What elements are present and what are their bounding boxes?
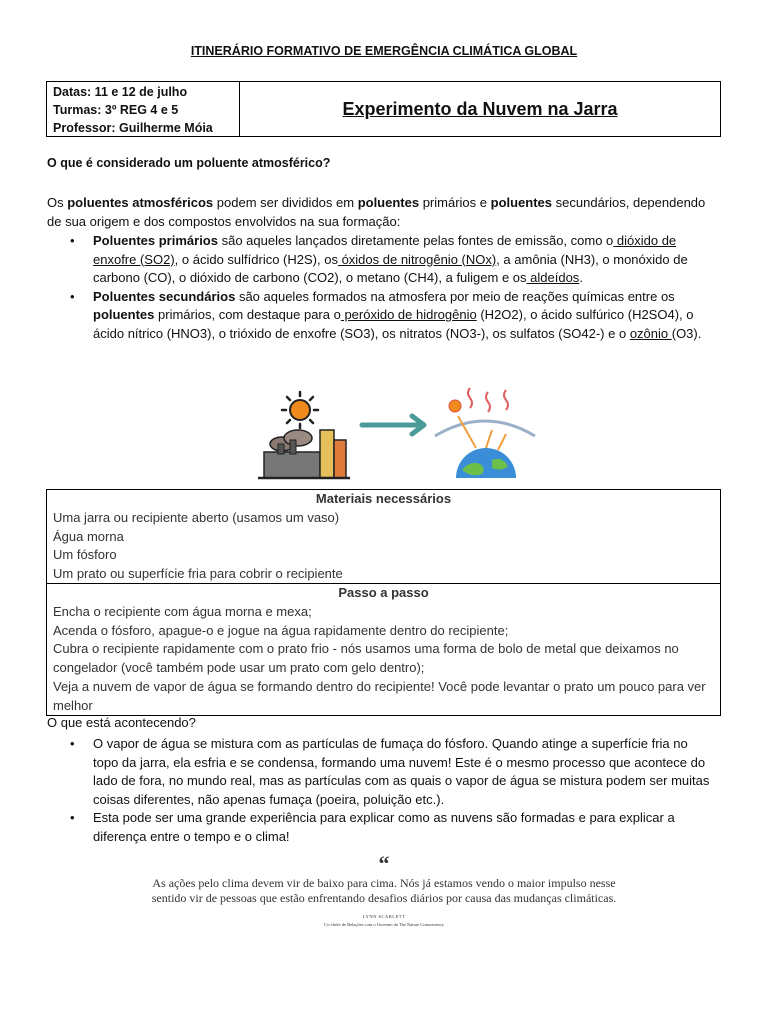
steps-heading: Passo a passo bbox=[338, 585, 429, 600]
explanation-list bbox=[70, 735, 715, 847]
list-item: • Esta pode ser uma grande experiência para explicar como as nuvens são formadas e para explicar a diferença entre o tempo e o clima! bbox=[70, 810, 675, 844]
intro-paragraph: Os poluentes atmosféricos podem ser divididos em poluentes primários e poluentes secundários, dependendo de sua origem e dos compostos envolvidos na sua formação: bbox=[47, 195, 706, 229]
greenhouse-earth-icon bbox=[435, 388, 535, 478]
quote-role: Co-chefe de Relações com o Governo da The Nature Conservancy bbox=[324, 922, 444, 927]
list-item: • O vapor de água se mistura com as partículas de fumaça do fósforo. Quando atinge a superfície fria no topo da jarra, ela esfria e se condensa, formando uma nuvem! Este é o mesmo processo que acontece do lado de fora, no mundo real, mas as partículas com as quais o vapor de água se mistura podem ser muitas coisas diferentes, não apenas fumaça (poeira, poluição etc.). bbox=[70, 736, 710, 807]
link-ozone[interactable]: ozônio bbox=[629, 325, 672, 341]
sun-icon bbox=[282, 392, 318, 428]
quote-author: LYNN SCARLETT bbox=[362, 914, 406, 919]
document-title: ITINERÁRIO FORMATIVO DE EMERGÊNCIA CLIMÁTICA GLOBAL bbox=[190, 44, 578, 58]
arrow-icon bbox=[362, 416, 424, 434]
table-row: Encha o recipiente com água morna e mexa; bbox=[53, 603, 312, 619]
bullet-icon: • bbox=[70, 736, 75, 751]
bullet-icon: • bbox=[70, 233, 75, 248]
question-what-happens: O que está acontecendo? bbox=[47, 715, 196, 730]
materials-heading: Materiais necessários bbox=[315, 491, 452, 506]
table-row: Um prato ou superfície fria para cobrir o recipiente bbox=[53, 566, 343, 582]
materials-table bbox=[46, 489, 721, 584]
header-info bbox=[47, 82, 240, 136]
header-table bbox=[46, 81, 721, 137]
pollution-illustration bbox=[230, 378, 550, 486]
table-row: Uma jarra ou recipiente aberto (usamos um vaso) bbox=[53, 509, 340, 525]
table-row: Acenda o fósforo, apague-o e jogue na água rapidamente dentro do recipiente; bbox=[53, 622, 509, 638]
table-row: Água morna bbox=[53, 528, 124, 544]
quote-text: As ações pelo clima devem vir de baixo para cima. Nós já estamos vendo o maior impulso nesse sentido vir de pessoas que estão enfrentando desafios diários por causa das mudanças climáticas. bbox=[151, 876, 617, 905]
bullet-icon: • bbox=[70, 810, 75, 826]
experiment-title: Experimento da Nuvem na Jarra bbox=[342, 98, 618, 119]
link-aldehydes[interactable]: aldeídos bbox=[526, 270, 580, 286]
question-pollutant: O que é considerado um poluente atmosférico? bbox=[47, 156, 331, 170]
table-row: Veja a nuvem de vapor de água se formando dentro do recipiente! Você pode levantar o prato um pouco para ver melhor bbox=[53, 678, 706, 713]
steps-table bbox=[46, 583, 721, 716]
list-item-primary: • Poluentes primários são aqueles lançados diretamente pelas fontes de emissão, como o dióxido de enxofre (SO2), o ácido sulfídrico (H2S), os óxidos de nitrogênio (NOx), a amônia (NH3), o monóxido de carbono (CO), o dióxido de carbono (CO2), o metano (CH4), a fuligem e os aldeídos. bbox=[70, 233, 688, 286]
list-item-secondary: • Poluentes secundários são aqueles formados na atmosfera por meio de reações químicas entre os poluentes primários, com destaque para o peróxido de hidrogênio (H2O2), o ácido sulfúrico (H2SO4), o ácido nítrico (HNO3), o trióxido de enxofre (SO3), os nitratos (NO3-), os sulfatos (SO42-) e o ozônio (O3). bbox=[70, 288, 702, 341]
quote-block bbox=[150, 851, 618, 927]
bullet-icon: • bbox=[70, 288, 75, 304]
factory-icon bbox=[258, 430, 350, 478]
link-so2[interactable]: dióxido de enxofre (SO2) bbox=[93, 233, 677, 267]
link-nox[interactable]: óxidos de nitrogênio (NOx) bbox=[337, 251, 497, 267]
quote-mark-icon: “ bbox=[378, 851, 390, 876]
table-row: Cubra o recipiente rapidamente com o prato frio - nós usamos uma forma de bolo de metal que deixamos no congelador (você também pode usar um prato com gelo dentro); bbox=[53, 641, 679, 676]
pollutant-types-list bbox=[70, 232, 715, 344]
link-hydrogen-peroxide[interactable]: peróxido de hidrogênio bbox=[340, 307, 477, 323]
teacher-label: Professor: Guilherme Móia bbox=[53, 121, 213, 135]
classes-label: Turmas: 3º REG 4 e 5 bbox=[53, 103, 179, 117]
table-row: Um fósforo bbox=[53, 547, 117, 563]
dates-label: Datas: 11 e 12 de julho bbox=[53, 85, 188, 99]
